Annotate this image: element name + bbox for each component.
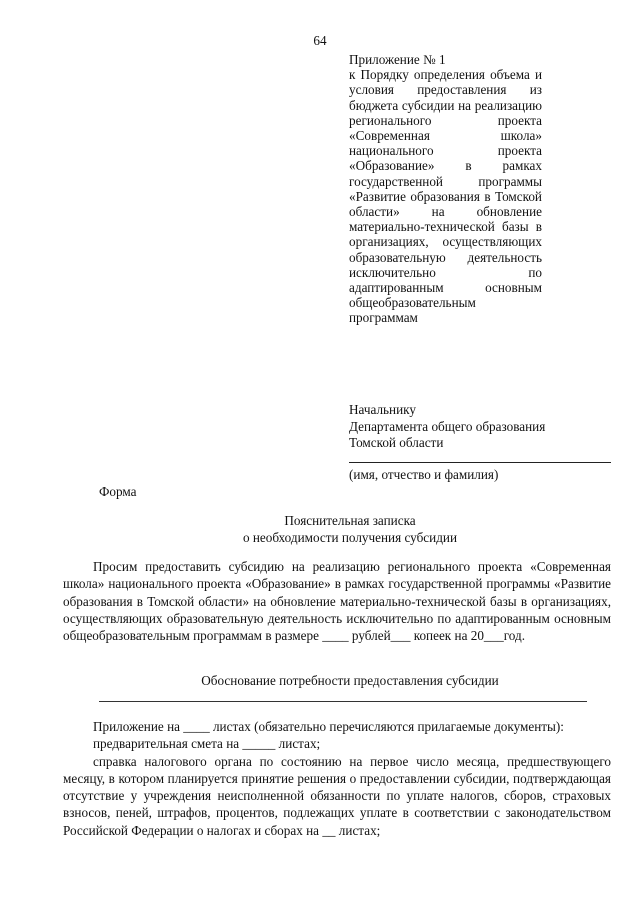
attachments-intro: Приложение на ____ листах (обязательно перечисляются прилагаемые документы): [93,719,564,734]
request-paragraph: Просим предоставить субсидию на реализацию регионального проекта «Современная школа» национального проекта «Образование» в рамках государственной программы «Развитие образования в Томской области» на обновление материально-технической базы в организациях, осуществляющих образовательную деятельность исключительно по адаптированным основным общеобразовательным программам в размере ____ рублей___ копеек на 20___год. [63,559,611,644]
attachment-item-estimate: предварительная смета на _____ листах; [93,736,321,752]
note-title-line-2: о необходимости получения субсидии [242,530,458,545]
form-label: Форма [99,484,137,499]
justification-title: Обоснование потребности предоставления субсидии [201,673,499,688]
signature-caption: (имя, отчество и фамилия) [349,467,499,482]
signature-line [349,462,611,463]
note-title [0,512,640,546]
appendix-header [349,52,542,326]
addressee-line-2: Департамента общего образования [349,418,546,434]
addressee-block [349,402,545,452]
attachments-block [63,718,611,839]
addressee-line-3: Томской области [349,435,444,450]
appendix-title: Приложение № 1 [349,52,446,67]
addressee-line-1: Начальнику [349,402,416,417]
appendix-body: к Порядку определения объема и условия предоставления из бюджета субсидии на реализацию регионального проекта «Современная школа» национального проекта «Образование» в рамках государственной программы «Развитие образования в Томской области» на обновление материально-технической базы в организациях, осуществляющих образовательную деятельность исключительно по адаптированным основным общеобразовательным программам [349,67,542,326]
justification-fill-line [99,701,587,702]
attachment-item-tax-certificate: справка налогового органа по состоянию на первое число месяца, предшествующего месяцу, в котором планируется принятие решения о предоставлении субсидии, подтверждающая отсутствие у учреждения неисполненной обязанности по уплате налогов, сборов, страховых взносов, пеней, штрафов, процентов, подлежащих уплате в соответствии с законодательством Российской Федерации о налогах и сборах на __ листах; [63,753,611,838]
note-title-line-1: Пояснительная записка [284,513,416,528]
page-number: 64 [313,33,327,48]
